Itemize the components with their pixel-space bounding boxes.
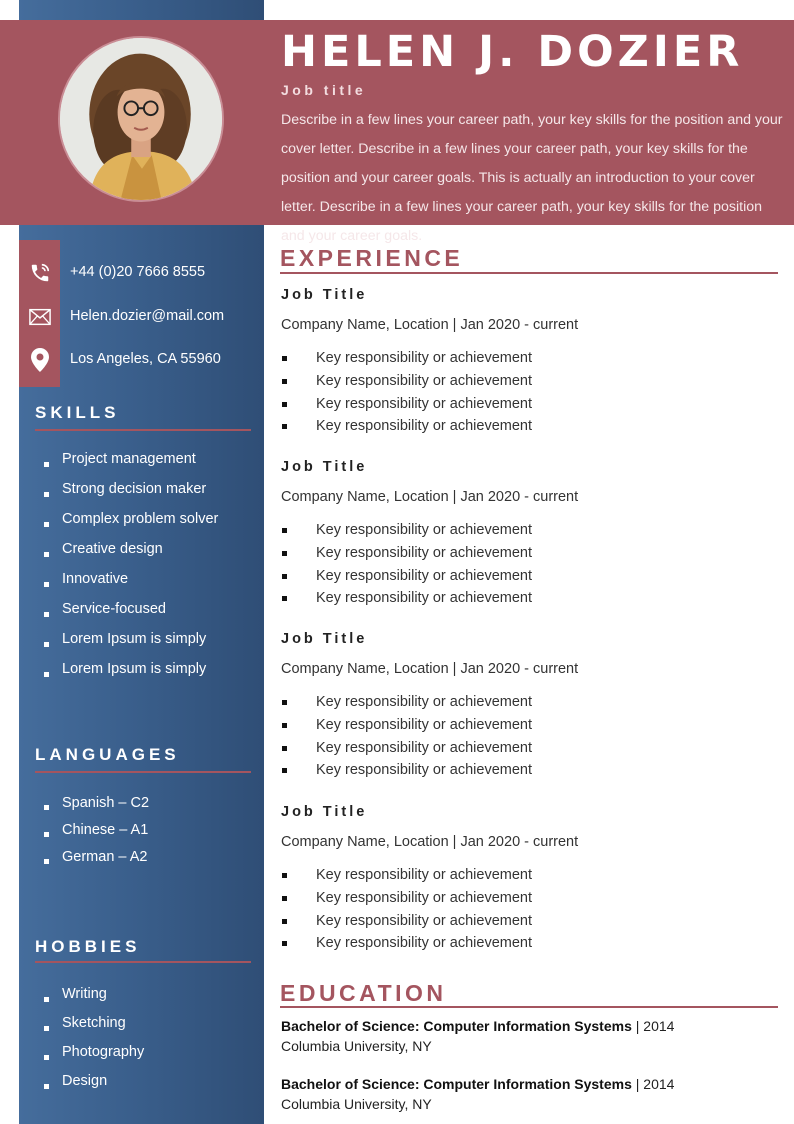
hobby-item: Sketching	[44, 1013, 144, 1042]
map-pin-icon	[27, 347, 53, 373]
languages-list	[44, 793, 149, 874]
job-company: Company Name, Location | Jan 2020 - current	[281, 834, 579, 850]
job-company: Company Name, Location | Jan 2020 - current	[281, 317, 579, 333]
job-title: Job Title	[281, 459, 368, 475]
hobby-item: Photography	[44, 1042, 144, 1071]
job-bullet: Key responsibility or achievement	[281, 932, 781, 955]
degree-name: Bachelor of Science: Computer Information Systems	[281, 1018, 632, 1034]
skill-item: Innovative	[44, 569, 218, 599]
phone-number: +44 (0)20 7666 8555	[70, 264, 206, 280]
degree-year: | 2014	[635, 1018, 675, 1034]
languages-heading: LANGUAGES	[35, 745, 180, 764]
portrait-illustration	[60, 38, 222, 200]
experience-entry	[281, 629, 781, 782]
experience-entry	[281, 285, 781, 438]
intro-paragraph: Describe in a few lines your career path, your key skills for the position and your cover letter. Describe in a few lines your career path, your key skills for the position and your career goals. This is actually an introduction to your cover letter. Describe in a few lines your career path, your key skills for the position and your career goals.	[281, 112, 783, 244]
email-address: Helen.dozier@mail.com	[70, 308, 225, 324]
skill-item: Strong decision maker	[44, 479, 218, 509]
job-bullets	[281, 347, 781, 438]
envelope-icon	[27, 304, 53, 330]
skill-item: Complex problem solver	[44, 509, 218, 539]
school-name: Columbia University, NY	[281, 1096, 432, 1112]
job-bullet: Key responsibility or achievement	[281, 565, 781, 588]
location-text: Los Angeles, CA 55960	[70, 351, 221, 367]
education-entry	[281, 1016, 781, 1056]
skills-heading: SKILLS	[35, 403, 120, 422]
job-bullets	[281, 519, 781, 610]
job-title: Job Title	[281, 804, 368, 820]
job-bullet: Key responsibility or achievement	[281, 370, 781, 393]
skill-item: Project management	[44, 449, 218, 479]
hobbies-list	[44, 984, 144, 1100]
experience-entry	[281, 457, 781, 610]
hobby-item: Writing	[44, 984, 144, 1013]
job-bullet: Key responsibility or achievement	[281, 887, 781, 910]
job-bullet: Key responsibility or achievement	[281, 691, 781, 714]
job-bullet: Key responsibility or achievement	[281, 347, 781, 370]
experience-divider	[280, 272, 778, 274]
candidate-name: HELEN J. DOZIER	[281, 27, 744, 77]
experience-heading: EXPERIENCE	[280, 245, 464, 271]
skill-item: Service-focused	[44, 599, 218, 629]
skill-item: Lorem Ipsum is simply	[44, 659, 218, 689]
job-bullets	[281, 691, 781, 782]
degree-name: Bachelor of Science: Computer Information Systems	[281, 1076, 632, 1092]
experience-entry	[281, 802, 781, 955]
education-divider	[280, 1006, 778, 1008]
job-company: Company Name, Location | Jan 2020 - current	[281, 489, 579, 505]
job-company: Company Name, Location | Jan 2020 - current	[281, 661, 579, 677]
phone-icon	[27, 260, 53, 286]
language-item: Spanish – C2	[44, 793, 149, 820]
skill-item: Creative design	[44, 539, 218, 569]
job-bullet: Key responsibility or achievement	[281, 542, 781, 565]
profile-photo	[58, 36, 224, 202]
job-bullet: Key responsibility or achievement	[281, 910, 781, 933]
skills-list	[44, 449, 218, 689]
education-heading: EDUCATION	[280, 980, 447, 1006]
skill-item: Lorem Ipsum is simply	[44, 629, 218, 659]
language-item: Chinese – A1	[44, 820, 149, 847]
job-bullet: Key responsibility or achievement	[281, 714, 781, 737]
hobby-item: Design	[44, 1071, 144, 1100]
job-bullet: Key responsibility or achievement	[281, 393, 781, 416]
job-bullet: Key responsibility or achievement	[281, 415, 781, 438]
hobbies-divider	[35, 961, 251, 963]
education-entry	[281, 1074, 781, 1114]
skills-divider	[35, 429, 251, 431]
school-name: Columbia University, NY	[281, 1038, 432, 1054]
candidate-job-title: Job title	[281, 82, 367, 98]
job-bullet: Key responsibility or achievement	[281, 519, 781, 542]
job-bullet: Key responsibility or achievement	[281, 759, 781, 782]
languages-divider	[35, 771, 251, 773]
language-item: German – A2	[44, 847, 149, 874]
job-bullet: Key responsibility or achievement	[281, 587, 781, 610]
hobbies-heading: HOBBIES	[35, 937, 141, 956]
job-bullet: Key responsibility or achievement	[281, 737, 781, 760]
degree-year: | 2014	[635, 1076, 675, 1092]
job-bullets	[281, 864, 781, 955]
job-title: Job Title	[281, 287, 368, 303]
job-bullet: Key responsibility or achievement	[281, 864, 781, 887]
job-title: Job Title	[281, 631, 368, 647]
